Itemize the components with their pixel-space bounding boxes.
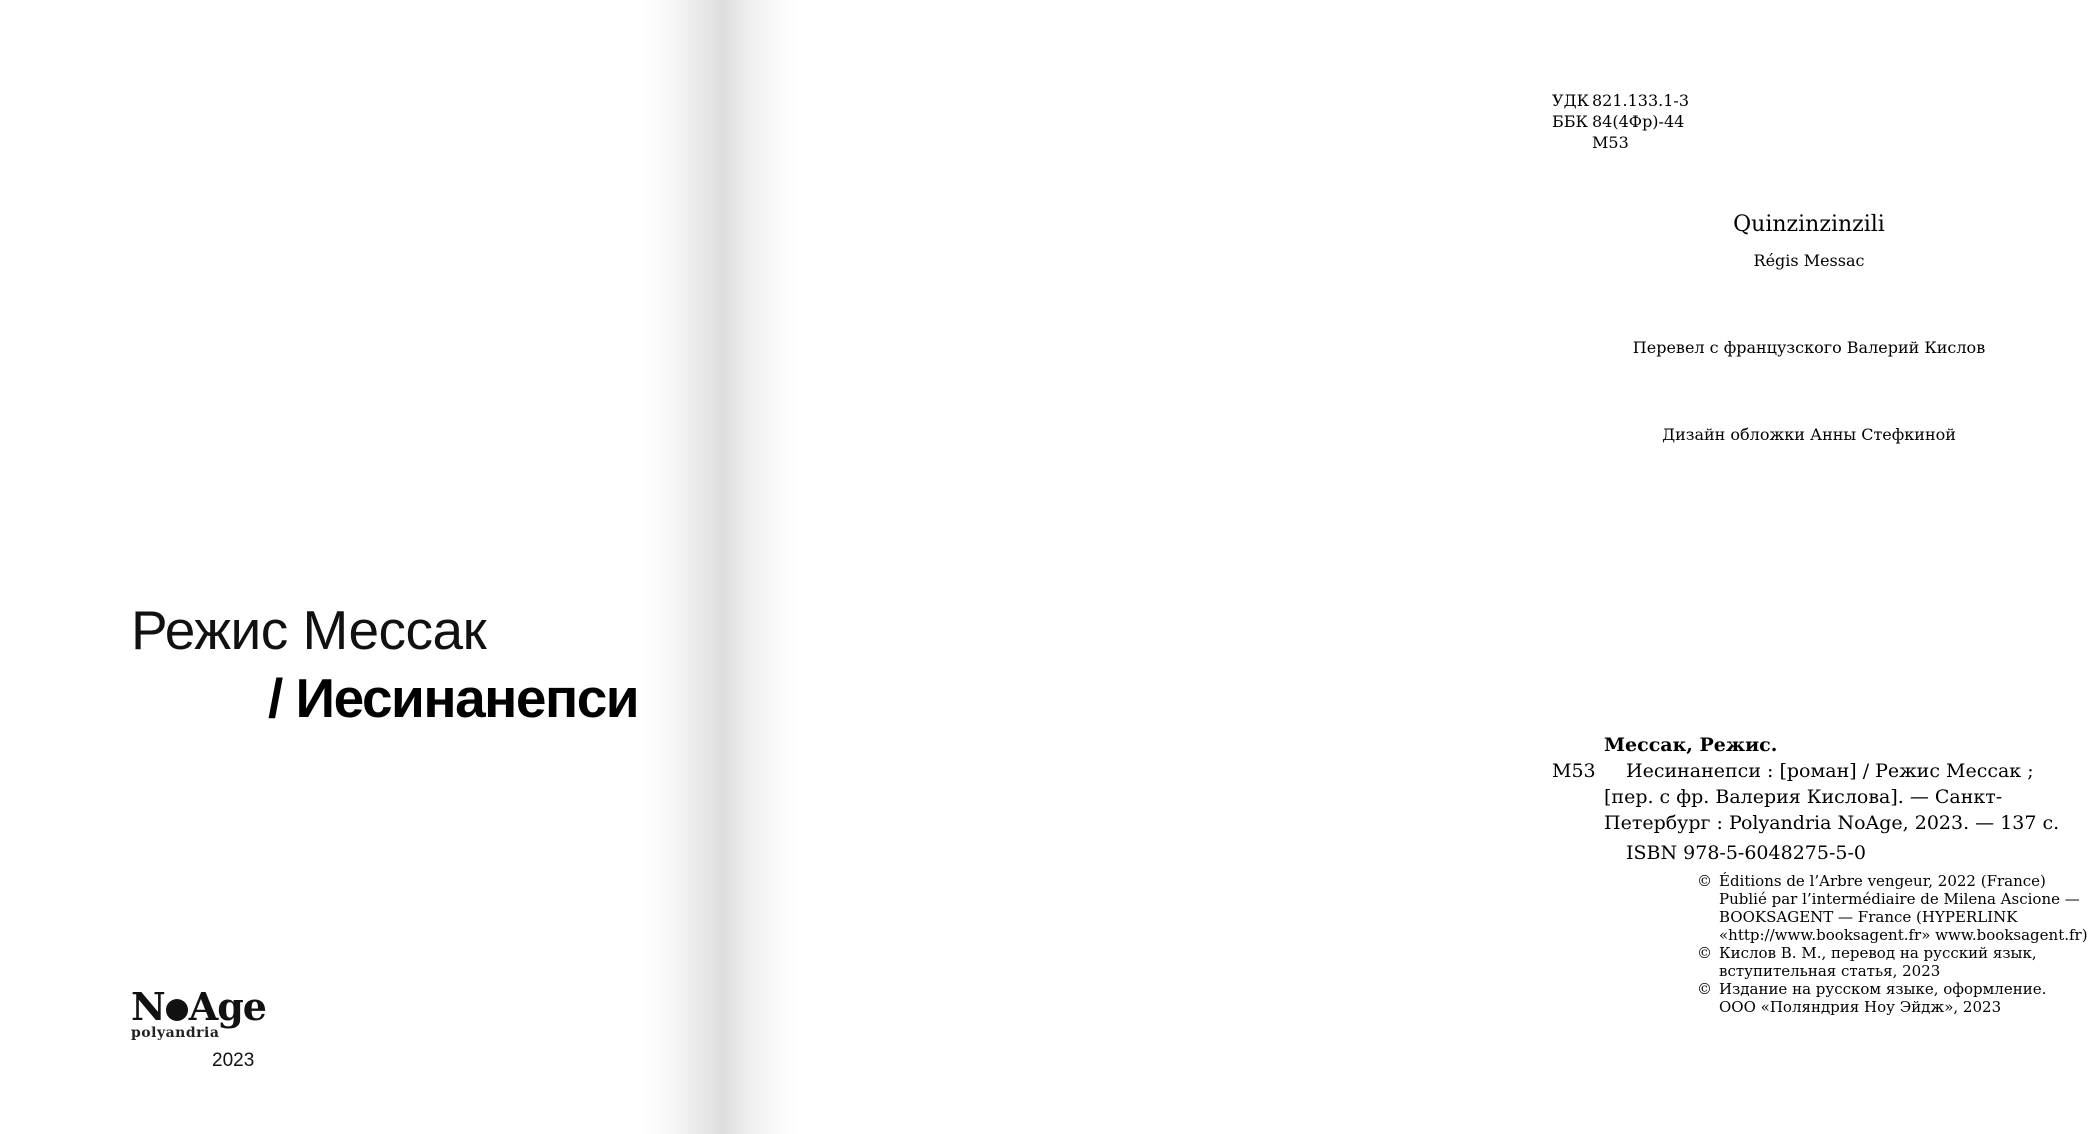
- author-name-large: Режис Мессак: [131, 599, 487, 661]
- code-key: УДК: [1552, 91, 1589, 110]
- isbn: ISBN 978-5-6048275-5-0: [1626, 842, 1866, 864]
- copyright-line: ООО «Поляндрия Ноу Эйдж», 2023: [1719, 998, 2002, 1016]
- copyright-item: [1697, 980, 2087, 1016]
- copyright-notices: [1697, 872, 2087, 1016]
- copyright-text: [1719, 980, 2046, 1016]
- copyright-icon: ©: [1697, 944, 1712, 962]
- logo-dot-icon: [166, 999, 188, 1021]
- logo-text-age: Age: [188, 984, 266, 1029]
- copyright-line: BOOKSAGENT — France (HYPERLINK: [1719, 908, 2018, 926]
- code-row-bbk: [1552, 111, 1689, 132]
- logo-text-n: N: [131, 984, 165, 1029]
- copyright-icon: ©: [1697, 980, 1712, 998]
- copyright-item: [1697, 872, 2087, 944]
- copyright-text: [1719, 872, 2088, 944]
- bibliographic-record: [1552, 732, 2082, 866]
- publisher-logo: [131, 984, 266, 1041]
- copyright-line: Кислов В. М., перевод на русский язык,: [1719, 944, 2037, 962]
- copyright-text: [1719, 944, 2037, 980]
- record-description: Иесинанепси : [роман] / Режис Мессак ; [пер. с фр. Валерия Кислова]. — Санкт-Петербург : Polyandria NoAge, 2023. — 137 с.: [1604, 760, 2060, 834]
- copyright-line: Publié par l’intermédiaire de Milena Ascione —: [1719, 890, 2080, 908]
- code-row-udk: [1552, 90, 1689, 111]
- translator-credit: Перевел с французского Валерий Кислов: [1632, 338, 1986, 357]
- code-value: 821.133.1-3: [1592, 91, 1690, 110]
- copyright-line: Éditions de l’Arbre vengeur, 2022 (France): [1719, 872, 2046, 890]
- original-title: Quinzinzinzili: [1733, 212, 1885, 237]
- code-key: ББК: [1552, 112, 1588, 131]
- copyright-line: Издание на русском языке, оформление.: [1719, 980, 2047, 998]
- right-page: [719, 0, 2088, 1134]
- classification-codes: [1552, 90, 1689, 153]
- publication-year: 2023: [212, 1050, 255, 1071]
- copyright-item: [1697, 944, 2087, 980]
- record-heading: Мессак, Режис.: [1604, 734, 1778, 756]
- copyright-icon: ©: [1697, 872, 1712, 890]
- code-value: М53: [1592, 133, 1629, 152]
- code-value: 84(4Фр)-44: [1592, 112, 1685, 131]
- cover-designer-credit: Дизайн обложки Анны Стефкиной: [1662, 425, 1956, 444]
- record-entry: [1552, 758, 2082, 836]
- book-title-large: / Иесинанепси: [268, 667, 639, 729]
- logo-subtitle: polyandria: [131, 1025, 220, 1041]
- code-key: [1552, 132, 1592, 153]
- left-page: [0, 0, 719, 1134]
- copyright-line: «http://www.booksagent.fr» www.booksagent.fr): [1719, 926, 2088, 944]
- copyright-line: вступительная статья, 2023: [1719, 962, 1941, 980]
- logo-wordmark: [131, 984, 266, 1029]
- record-code: М53: [1552, 760, 1596, 782]
- code-row-author-mark: [1552, 132, 1689, 153]
- original-author: Régis Messac: [1753, 251, 1865, 270]
